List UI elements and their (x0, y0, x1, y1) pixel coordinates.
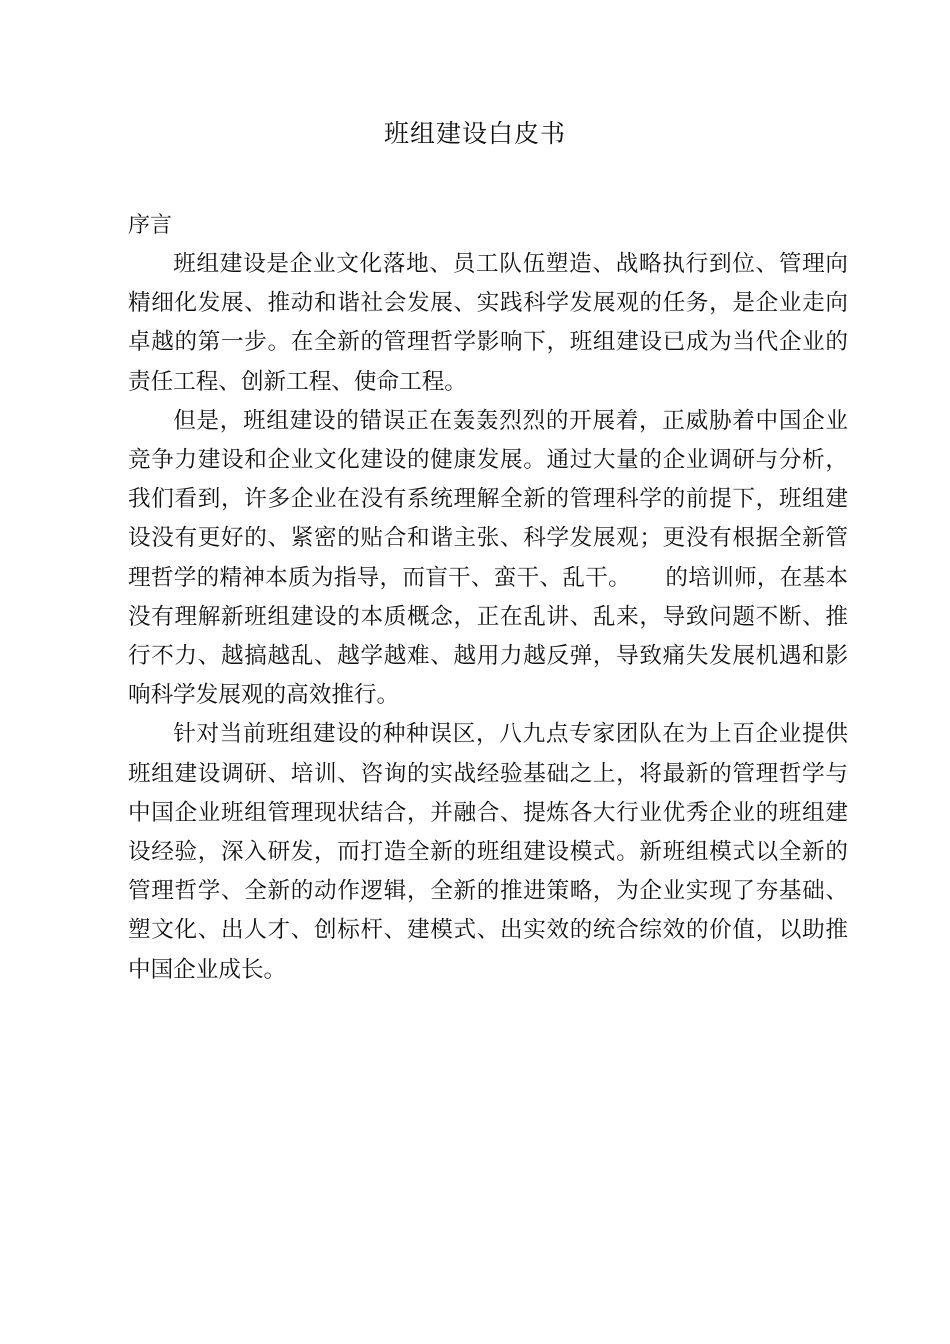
section-heading-preface: 序言 (128, 213, 173, 238)
paragraph-1: 班组建设是企业文化落地、员工队伍塑造、战略执行到位、管理向精细化发展、推动和谐社会发展、实践科学发展观的任务，是企业走向卓越的第一步。在全新的管理哲学影响下，班组建设已成为当代企业的责任工程、创新工程、使命工程。 (128, 251, 848, 395)
document-title: 班组建设白皮书 (383, 119, 566, 148)
body-text (128, 245, 848, 990)
paragraph-2: 但是，班组建设的错误正在轰轰烈烈的开展着，正威胁着中国企业竞争力建设和企业文化建设的健康发展。通过大量的企业调研与分析，我们看到，许多企业在没有系统理解全新的管理科学的前提下，班组建设没有更好的、紧密的贴合和谐主张、科学发展观；更没有根据全新管理哲学的精神本质为指导，而盲干、蛮干、乱干。 的培训师，在基本没有理解新班组建设的本质概念，正在乱讲、乱来，导致问题不断、推行不力、越搞越乱、越学越难、越用力越反弹，导致痛失发展机遇和影响科学发展观的高效推行。 (128, 407, 848, 709)
paragraph-3: 针对当前班组建设的种种误区，八九点专家团队在为上百企业提供班组建设调研、培训、咨询的实战经验基础之上，将最新的管理哲学与中国企业班组管理现状结合，并融合、提炼各大行业优秀企业的班组建设经验，深入研发，而打造全新的班组建设模式。新班组模式以全新的管理哲学、全新的动作逻辑，全新的推进策略，为企业实现了夯基础、塑文化、出人才、创标杆、建模式、出实效的统合综效的价值，以助推中国企业成长。 (128, 721, 848, 983)
